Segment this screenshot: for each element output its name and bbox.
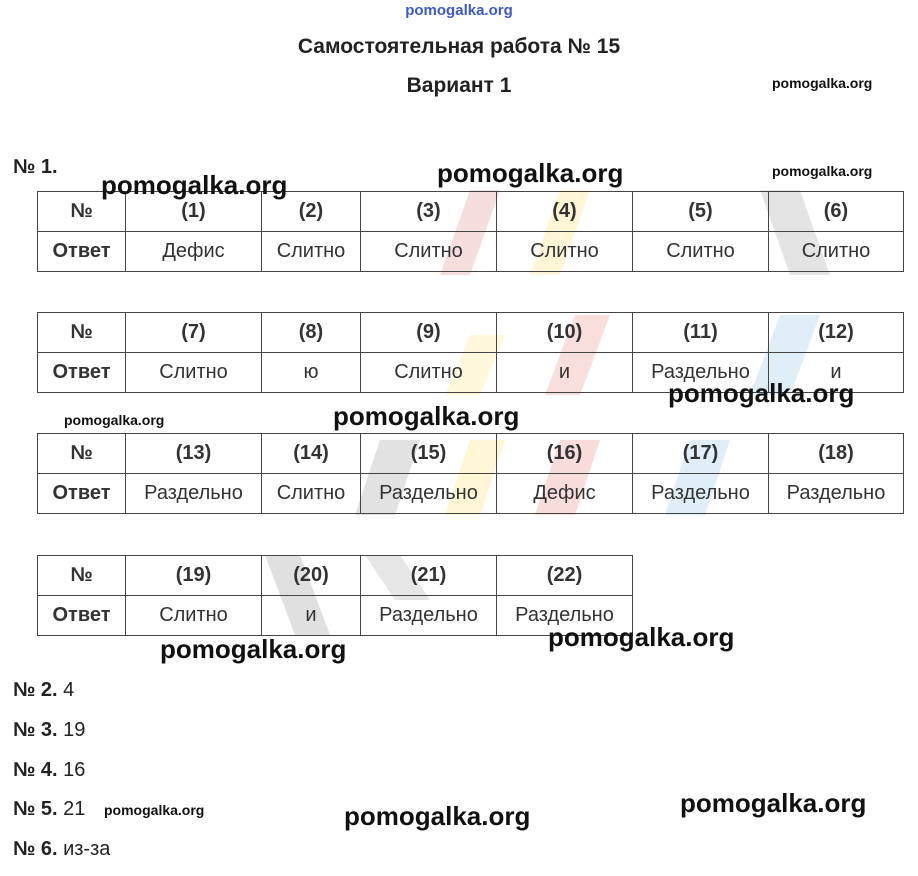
task-1-label: № 1. — [13, 156, 58, 178]
row-header-answer: Ответ — [38, 596, 126, 636]
row-header-number: № — [38, 434, 126, 474]
page-title: Самостоятельная работа № 15 — [297, 35, 621, 58]
table-row — [38, 596, 633, 636]
table-cell-number: (2) — [262, 192, 361, 232]
table-cell-answer: ю — [262, 353, 361, 393]
task-label: № 3. — [13, 719, 58, 741]
answer-line — [13, 798, 85, 821]
table-cell-number: (5) — [633, 192, 769, 232]
table-cell-number: (21) — [361, 556, 497, 596]
table-cell-number: (22) — [497, 556, 633, 596]
watermark-large: pomogalka.org — [344, 801, 531, 831]
table-cell-number: (3) — [361, 192, 497, 232]
answer-line — [13, 759, 85, 782]
row-header-number: № — [38, 192, 126, 232]
task-label: № 5. — [13, 798, 58, 820]
table-cell-number: (4) — [497, 192, 633, 232]
table-cell-answer: Раздельно — [633, 353, 769, 393]
answer-table-1 — [37, 191, 904, 272]
table-cell-number: (19) — [126, 556, 262, 596]
table-cell-answer: Раздельно — [769, 474, 904, 514]
table-cell-answer: Слитно — [126, 353, 262, 393]
answer-value: 16 — [63, 759, 86, 781]
table-cell-answer: Раздельно — [126, 474, 262, 514]
table-cell-answer: Раздельно — [633, 474, 769, 514]
watermark-large: pomogalka.org — [160, 634, 347, 664]
table-cell-number: (6) — [769, 192, 904, 232]
row-header-answer: Ответ — [38, 353, 126, 393]
answer-table-4 — [37, 555, 633, 636]
table-cell-answer: Слитно — [633, 232, 769, 272]
answer-line — [13, 679, 74, 702]
table-cell-answer: и — [262, 596, 361, 636]
table-cell-answer: и — [497, 353, 633, 393]
variant-title: Вариант 1 — [406, 74, 512, 97]
table-row — [38, 474, 904, 514]
table-cell-answer: Дефис — [126, 232, 262, 272]
table-cell-answer: Слитно — [262, 474, 361, 514]
table-cell-number: (11) — [633, 313, 769, 353]
table-cell-number: (15) — [361, 434, 497, 474]
table-cell-answer: Слитно — [361, 353, 497, 393]
watermark-large: pomogalka.org — [333, 401, 520, 431]
watermark-large: pomogalka.org — [680, 788, 867, 818]
watermark-small: pomogalka.org — [64, 412, 165, 428]
table-cell-number: (17) — [633, 434, 769, 474]
table-cell-number: (18) — [769, 434, 904, 474]
answer-value: 21 — [63, 798, 86, 820]
answer-value: из-за — [63, 838, 111, 860]
table-cell-answer: Слитно — [497, 232, 633, 272]
table-cell-number: (1) — [126, 192, 262, 232]
answer-line — [13, 719, 85, 742]
table-cell-number: (10) — [497, 313, 633, 353]
table-cell-number: (8) — [262, 313, 361, 353]
row-header-answer: Ответ — [38, 474, 126, 514]
answer-line — [13, 838, 110, 861]
watermark-large: pomogalka.org — [437, 158, 624, 188]
table-cell-answer: Раздельно — [361, 474, 497, 514]
table-cell-answer: Слитно — [262, 232, 361, 272]
watermark-large: pomogalka.org — [101, 170, 288, 200]
table-cell-answer: Слитно — [769, 232, 904, 272]
watermark-small: pomogalka.org — [772, 163, 873, 179]
table-cell-number: (7) — [126, 313, 262, 353]
table-cell-number: (20) — [262, 556, 361, 596]
row-header-number: № — [38, 556, 126, 596]
watermark-large: pomogalka.org — [548, 622, 735, 652]
table-row — [38, 232, 904, 272]
watermark-small: pomogalka.org — [772, 75, 873, 91]
table-cell-answer: Слитно — [126, 596, 262, 636]
task-label: № 4. — [13, 759, 58, 781]
table-cell-answer: Слитно — [361, 232, 497, 272]
table-cell-number: (16) — [497, 434, 633, 474]
table-row — [38, 556, 633, 596]
row-header-number: № — [38, 313, 126, 353]
table-row — [38, 434, 904, 474]
task-label: № 2. — [13, 679, 58, 701]
row-header-answer: Ответ — [38, 232, 126, 272]
answer-value: 4 — [63, 679, 75, 701]
task-label: № 6. — [13, 838, 58, 860]
table-cell-number: (13) — [126, 434, 262, 474]
table-cell-answer: Дефис — [497, 474, 633, 514]
answer-table-3 — [37, 433, 904, 514]
top-watermark: pomogalka.org — [405, 2, 513, 19]
table-cell-answer: Раздельно — [497, 596, 633, 636]
table-row — [38, 313, 904, 353]
table-cell-number: (9) — [361, 313, 497, 353]
watermark-large: pomogalka.org — [668, 378, 855, 408]
answer-value: 19 — [63, 719, 86, 741]
table-cell-number: (14) — [262, 434, 361, 474]
table-cell-answer: и — [769, 353, 904, 393]
table-cell-answer: Раздельно — [361, 596, 497, 636]
watermark-small: pomogalka.org — [104, 802, 205, 818]
table-cell-number: (12) — [769, 313, 904, 353]
